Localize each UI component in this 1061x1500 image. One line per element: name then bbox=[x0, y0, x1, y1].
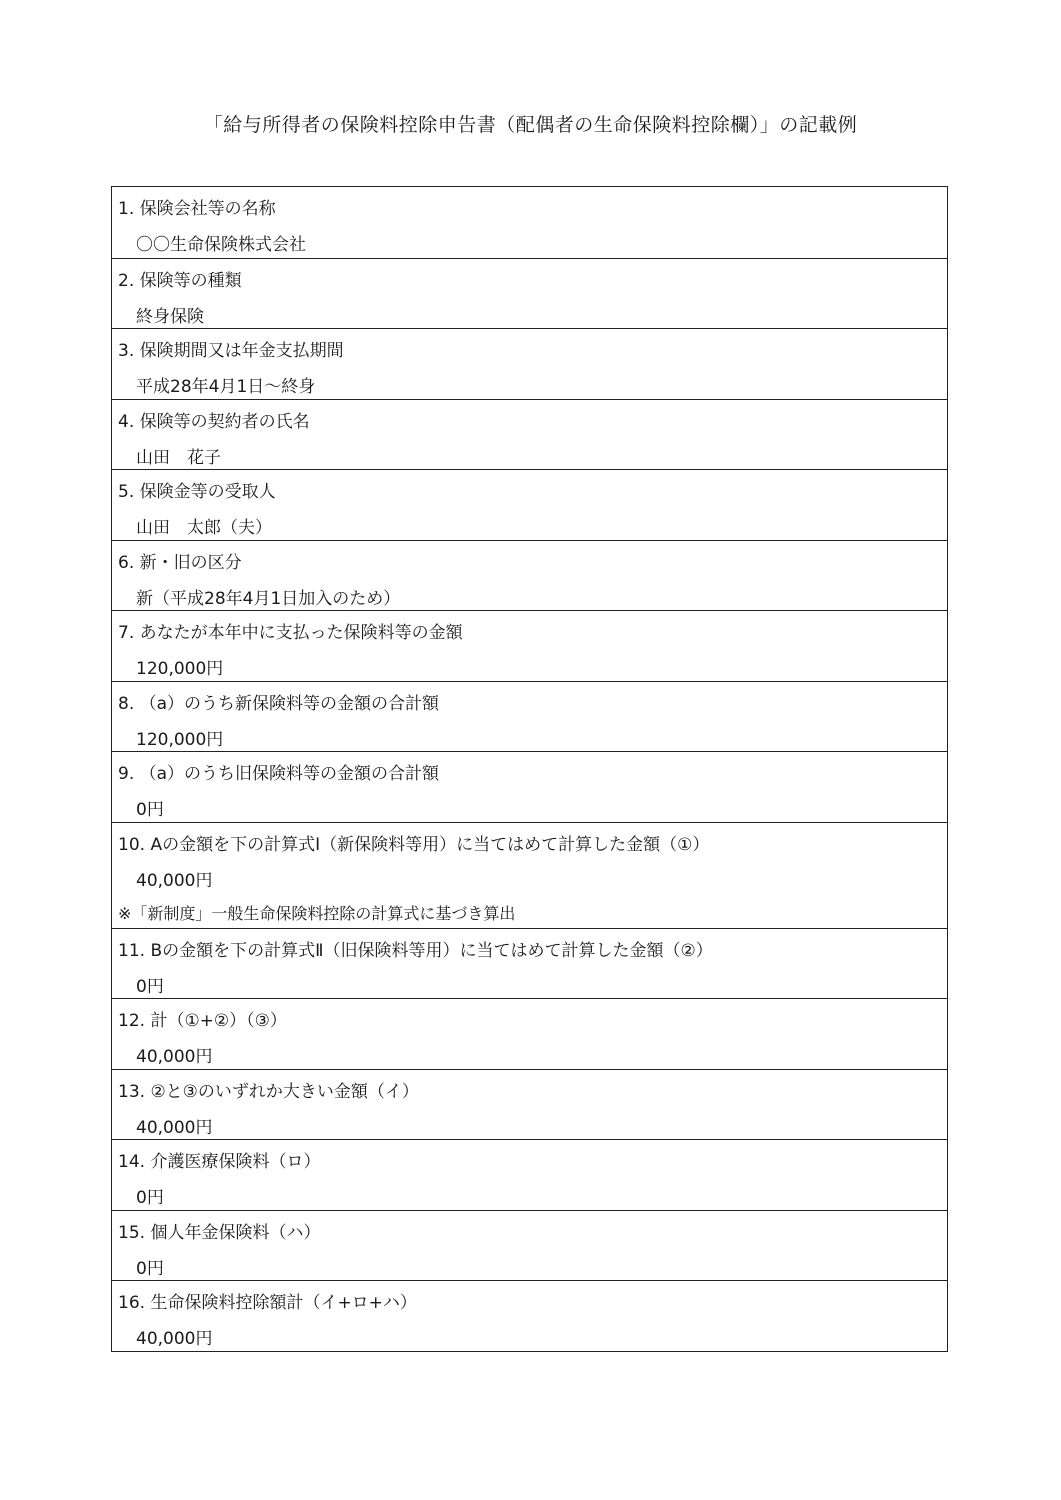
form-row-8 bbox=[112, 681, 947, 752]
form-row-10 bbox=[112, 822, 947, 928]
row-value: 新（平成28年4月1日加入のため） bbox=[136, 588, 401, 609]
row-label: 11. Bの金額を下の計算式Ⅱ（旧保険料等用）に当てはめて計算した金額（②） bbox=[118, 940, 713, 961]
row-label: 14. 介護医療保険料（ロ） bbox=[118, 1152, 321, 1172]
row-value: 40,000円 bbox=[136, 1047, 213, 1067]
row-label: 9. （a）のうち旧保険料等の金額の合計額 bbox=[118, 764, 440, 784]
row-label: 4. 保険等の契約者の氏名 bbox=[118, 411, 310, 432]
row-value: 0円 bbox=[136, 1258, 164, 1279]
row-value: 40,000円 bbox=[136, 1329, 213, 1349]
row-value: 〇〇生命保険株式会社 bbox=[136, 235, 306, 255]
row-value: 120,000円 bbox=[136, 659, 224, 679]
row-label: 2. 保険等の種類 bbox=[118, 270, 242, 291]
form-row-15 bbox=[112, 1210, 947, 1281]
form-row-12 bbox=[112, 998, 947, 1069]
row-label: 6. 新・旧の区分 bbox=[118, 552, 242, 573]
row-label: 7. あなたが本年中に支払った保険料等の金額 bbox=[118, 623, 463, 643]
document-title: 「給与所得者の保険料控除申告書（配偶者の生命保険料控除欄）」の記載例 bbox=[203, 114, 858, 136]
row-note: ※「新制度」一般生命保険料控除の計算式に基づき算出 bbox=[118, 903, 516, 923]
row-value: 40,000円 bbox=[136, 1117, 213, 1138]
row-value: 0円 bbox=[136, 976, 164, 997]
form-row-9 bbox=[112, 751, 947, 822]
form-row-3 bbox=[112, 328, 947, 399]
form-row-1 bbox=[112, 187, 947, 258]
row-label: 13. ②と③のいずれか大きい金額（イ） bbox=[118, 1081, 419, 1102]
row-label: 15. 個人年金保険料（ハ） bbox=[118, 1222, 321, 1243]
form-row-5 bbox=[112, 469, 947, 540]
form-row-2 bbox=[112, 258, 947, 329]
row-value: 120,000円 bbox=[136, 729, 224, 750]
form-row-4 bbox=[112, 399, 947, 470]
row-value: 0円 bbox=[136, 800, 164, 820]
row-value: 終身保険 bbox=[136, 306, 204, 327]
row-value: 山田 花子 bbox=[136, 447, 221, 468]
row-label: 8. （a）のうち新保険料等の金額の合計額 bbox=[118, 693, 440, 714]
row-label: 5. 保険金等の受取人 bbox=[118, 482, 276, 502]
form-row-11 bbox=[112, 928, 947, 999]
form-row-13 bbox=[112, 1069, 947, 1140]
row-label: 12. 計（①+②）（③） bbox=[118, 1011, 287, 1031]
form-row-7 bbox=[112, 610, 947, 681]
row-value: 平成28年4月1日～終身 bbox=[136, 377, 316, 397]
row-value: 0円 bbox=[136, 1188, 164, 1208]
form-row-6 bbox=[112, 540, 947, 611]
row-value: 40,000円 bbox=[136, 870, 213, 891]
row-label: 10. Aの金額を下の計算式Ⅰ（新保険料等用）に当てはめて計算した金額（①） bbox=[118, 834, 710, 855]
row-value: 山田 太郎（夫） bbox=[136, 518, 272, 538]
row-label: 3. 保険期間又は年金支払期間 bbox=[118, 341, 344, 361]
deduction-form-table bbox=[111, 186, 948, 1352]
row-label: 16. 生命保険料控除額計（イ+ロ+ハ） bbox=[118, 1293, 417, 1313]
form-row-14 bbox=[112, 1139, 947, 1210]
row-label: 1. 保険会社等の名称 bbox=[118, 199, 276, 219]
form-row-16 bbox=[112, 1280, 947, 1351]
